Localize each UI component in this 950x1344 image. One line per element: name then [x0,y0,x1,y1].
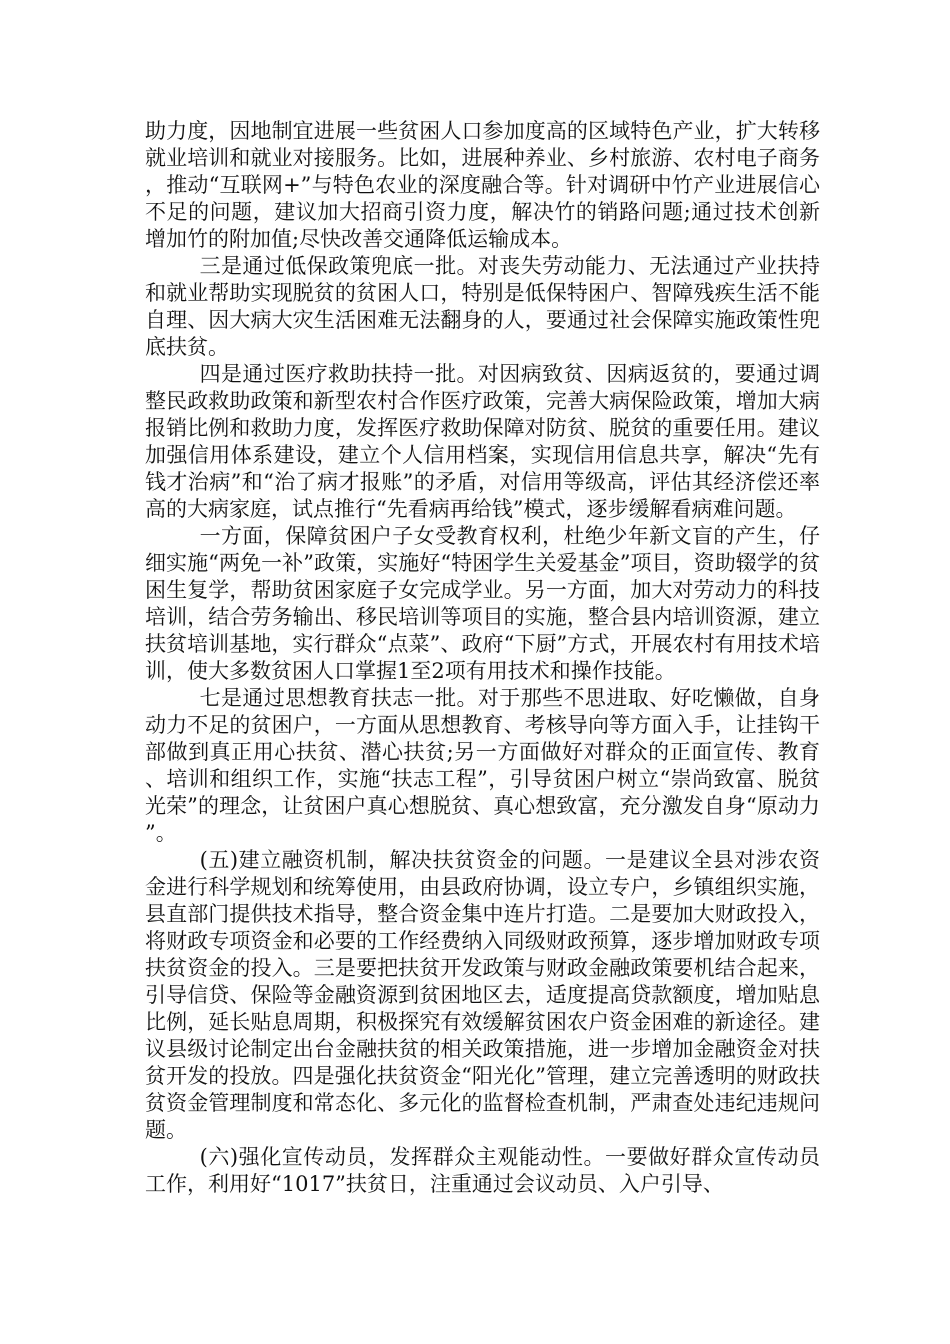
paragraph-ideological-education: 七是通过思想教育扶志一批。对于那些不思进取、好吃懒做，自身动力不足的贫困户，一方面从思想教育、考核导向等方面入手，让挂钩干部做到真正用心扶贫、潜心扶贫;另一方面做好对群众的正面宣传、教育、培训和组织工作，实施“扶志工程”，引导贫困户树立“崇尚致富、脱贫光荣”的理念，让贫困户真心想脱贫、真心想致富，充分激发自身“原动力”。 [145,686,820,845]
paragraph-financing-mechanism: (五)建立融资机制，解决扶贫资金的问题。一是建议全县对涉农资金进行科学规划和统筹使用，由县政府协调，设立专户，乡镇组织实施，县直部门提供技术指导，整合资金集中连片打造。二是要加大财政投入，将财政专项资金和必要的工作经费纳入同级财政预算，逐步增加财政专项扶贫资金的投入。三是要把扶贫开发政策与财政金融政策要机结合起来，引导信贷、保险等金融资源到贫困地区去，适度提高贷款额度，增加贴息比例，延长贴息周期，积极探究有效缓解贫困农户资金困难的新途径。建议县级讨论制定出台金融扶贫的相关政策措施，进一步增加金融资金对扶贫开发的投放。四是强化扶贫资金“阳光化”管理，建立完善透明的财政扶贫资金管理制度和常态化、多元化的监督检查机制，严肃查处违纪违规问题。 [145,848,820,1142]
paragraph-education-training: 一方面，保障贫困户子女受教育权利，杜绝少年新文盲的产生，仔细实施“两免一补”政策，实施好“特困学生关爱基金”项目，资助辍学的贫困生复学，帮助贫困家庭子女完成学业。另一方面，加大对劳动力的科技培训，结合劳务输出、移民培训等项目的实施，整合县内培训资源，建立扶贫培训基地，实行群众“点菜”、政府“下厨”方式，开展农村有用技术培训，使大多数贫困人口掌握1至2项有用技术和操作技能。 [145,524,820,683]
document-page [145,118,820,1198]
paragraph-medical-aid: 四是通过医疗救助扶持一批。对因病致贫、因病返贫的，要通过调整民政救助政策和新型农村合作医疗政策，完善大病保险政策，增加大病报销比例和救助力度，发挥医疗救助保障对防贫、脱贫的重要任用。建议加强信用体系建设，建立个人信用档案，实现信用信息共享，解决“先有钱才治病”和“治了病才报账”的矛盾，对信用等级高，评估其经济偿还率高的大病家庭，试点推行“先看病再给钱”模式，逐步缓解看病难问题。 [145,362,820,521]
paragraph-industry-support: 助力度，因地制宜进展一些贫困人口参加度高的区域特色产业，扩大转移就业培训和就业对接服务。比如，进展种养业、乡村旅游、农村电子商务，推动“互联网+”与特色农业的深度融合等。针对调研中竹产业进展信心不足的问题，建议加大招商引资力度，解决竹的销路问题;通过技术创新增加竹的附加值;尽快改善交通降低运输成本。 [145,119,820,251]
paragraph-subsistence-allowance: 三是通过低保政策兜底一批。对丧失劳动能力、无法通过产业扶持和就业帮助实现脱贫的贫困人口，特别是低保特困户、智障残疾生活不能自理、因大病大灾生活困难无法翻身的人，要通过社会保障实施政策性兜底扶贫。 [145,254,820,359]
paragraph-publicity-mobilization: (六)强化宣传动员，发挥群众主观能动性。一要做好群众宣传动员工作，利用好“1017”扶贫日，注重通过会议动员、入户引导、 [145,1145,820,1196]
